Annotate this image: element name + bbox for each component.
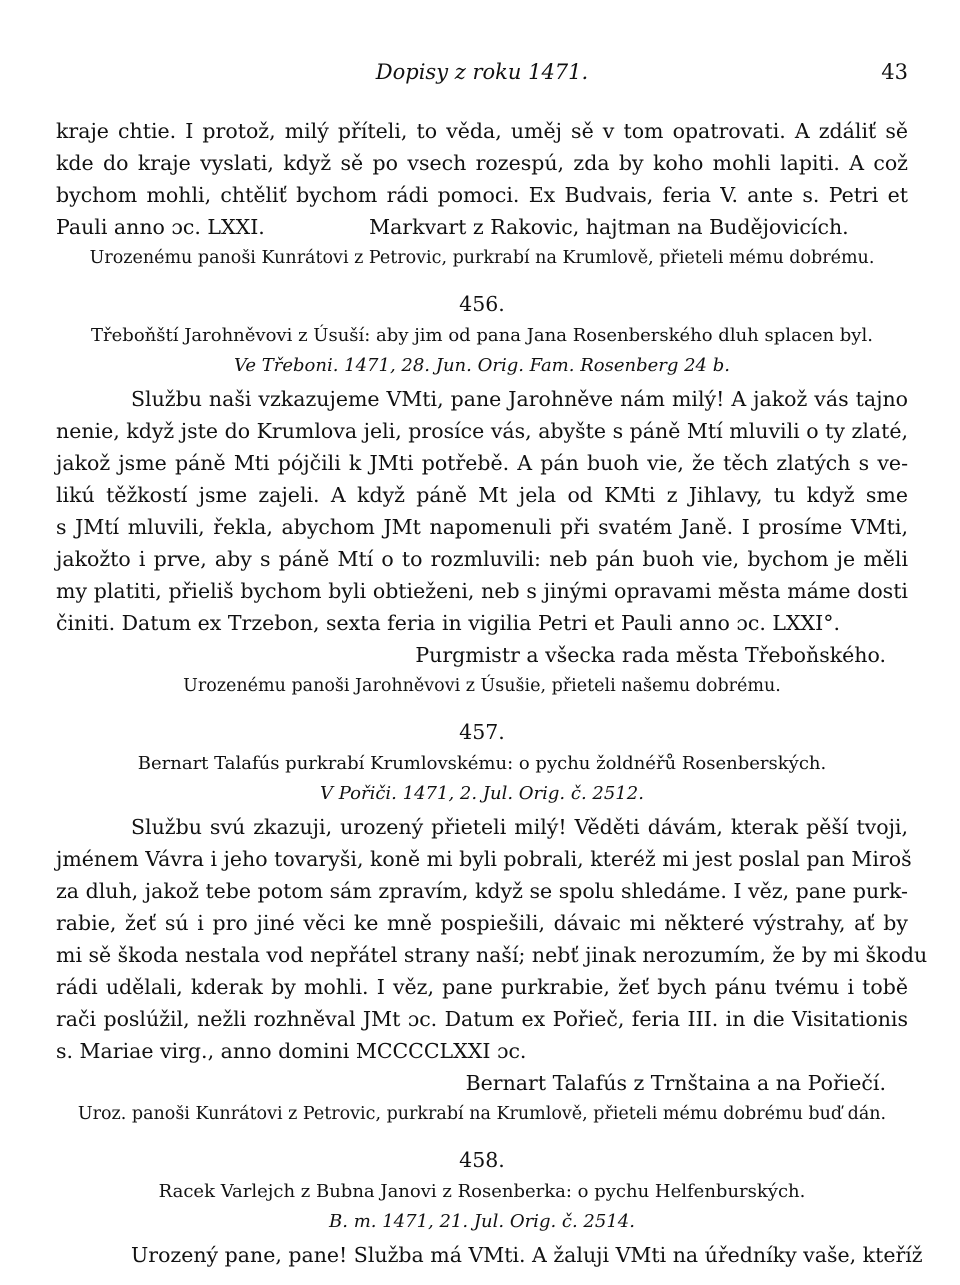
letter-source: V Pořiči. 1471, 2. Jul. Orig. č. 2512. [320, 783, 644, 804]
page-body [56, 115, 928, 1271]
letter-signature: Purgmistr a všecka rada města Třeboňského. [415, 643, 886, 667]
letter-number: 457. [459, 720, 505, 744]
text-line: Službu svú zkazuji, urozený přieteli milý! Věděti dávám, kterak pěší tvoji, [131, 815, 908, 839]
text-line: činiti. Datum ex Trzebon, sexta feria in vigilia Petri et Pauli anno ɔc. LXXI°. [56, 611, 841, 635]
text-line: mi sě škoda nestala vod nepřátel strany naší; nebť jinak nerozumím, že by mi škodu [56, 943, 928, 967]
letter-regest: Racek Varlejch z Bubna Janovi z Rosenberka: o pychu Helfenburských. [158, 1181, 806, 1202]
letter-address: Urozenému panoši Kunrátovi z Petrovic, purkrabí na Krumlově, přieteli mému dobrému. [89, 248, 875, 268]
page-header [56, 60, 908, 88]
letter-source: B. m. 1471, 21. Jul. Orig. č. 2514. [329, 1211, 635, 1232]
text-line: jakož jsme páně Mti pójčili k JMti potřebě. A pán buoh vie, že těch zlatých s ve- [56, 451, 908, 475]
text-line: kde do kraje vyslati, když sě po vsech rozespú, zda by koho mohli lapiti. A což [56, 151, 908, 175]
text-line: rabie, žeť sú i pro jiné věci ke mně pospiešili, dávaic mi některé výstrahy, ať by [56, 911, 908, 935]
text-line: bychom mohli, chtěliť bychom rádi pomoci. Ex Budvais, feria V. ante s. Petri et [56, 183, 908, 207]
letter-number: 456. [459, 292, 505, 316]
letter-signature: Bernart Talafús z Trnštaina a na Pořiečí. [465, 1071, 886, 1095]
text-line: rači poslúžil, nežli rozhněval JMt ɔc. Datum ex Pořieč, feria III. in die Visitationis [56, 1007, 908, 1031]
text-line-with-signature: Pauli anno ɔc. LXXI. Markvart z Rakovic, hajtman na Budějovicích. [56, 215, 849, 239]
text-line: s. Mariae virg., anno domini MCCCCLXXI ɔc. [56, 1039, 527, 1063]
running-title: Dopisy z roku 1471. [375, 60, 589, 84]
letter-458 [56, 1143, 923, 1271]
text-line: rádi udělali, kderak by mohli. I věz, pane purkrabie, žeť bych pánu tvému i tobě [56, 975, 908, 999]
letter-address: Uroz. panoši Kunrátovi z Petrovic, purkrabí na Krumlově, přieteli mému dobrému buď dán. [77, 1104, 887, 1124]
letter-456 [56, 287, 908, 701]
text-line: s JMtí mluvili, řekla, abychom JMt napomenuli při svatém Janě. I prosíme VMti, [56, 515, 908, 539]
text-line: Službu naši vzkazujeme VMti, pane Jarohněve nám milý! A jakož vás tajno [131, 387, 908, 411]
letter-number: 458. [459, 1148, 505, 1172]
text-line: kraje chtie. I protož, milý příteli, to věda, uměj sě v tom opatrovati. A zdáliť sě [56, 119, 908, 143]
letter-address: Urozenému panoši Jarohněvovi z Úsušie, přieteli našemu dobrému. [183, 676, 781, 696]
page-number: 43 [881, 60, 908, 84]
letter-457 [56, 715, 928, 1129]
letter-regest: Třeboňští Jarohněvovi z Úsuší: aby jim od pana Jana Rosenberského dluh splacen byl. [91, 325, 873, 346]
text-line: jménem Vávra i jeho tovaryši, koně mi byli pobrali, kteréž mi jest poslal pan Miroš [56, 847, 912, 871]
letter-source: Ve Třeboni. 1471, 28. Jun. Orig. Fam. Rosenberg 24 b. [234, 355, 730, 376]
letter-455-end [56, 115, 908, 273]
letter-regest: Bernart Talafús purkrabí Krumlovskému: o pychu žoldnéřů Rosenberských. [137, 753, 827, 774]
text-line: likú těžkostí jsme zajeli. A když páně Mt jela od KMti z Jihlavy, tu když sme [56, 483, 908, 507]
text-line: nenie, když jste do Krumlova jeli, prosíce vás, abyšte s páně Mtí mluvili o ty zlaté, [56, 419, 908, 443]
text-line: Urozený pane, pane! Služba má VMti. A žaluji VMti na úředníky vaše, kteříž [131, 1243, 923, 1267]
text-line: my platiti, přieliš bychom byli obtieženi, neb s jinými opravami města máme dosti [56, 579, 908, 603]
text-line: za dluh, jakož tebe potom sám zpravím, když se spolu shledáme. I věz, pane purk- [56, 879, 908, 903]
text-line: jakožto i prve, aby s páně Mtí o to rozmluvili: neb pán buoh vie, bychom je měli [56, 547, 908, 571]
